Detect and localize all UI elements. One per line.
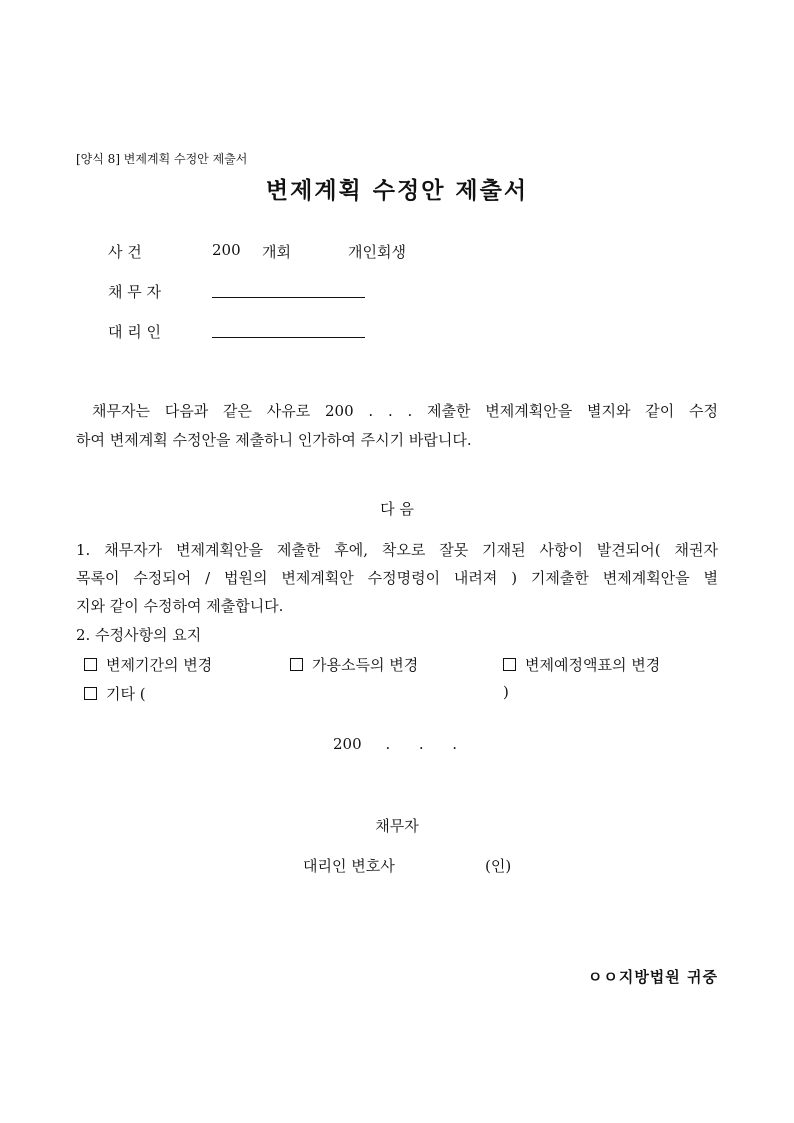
option-label: 가용소득의 변경: [312, 656, 419, 674]
agent-blank-line[interactable]: [212, 337, 365, 338]
checkbox-icon[interactable]: [503, 658, 516, 671]
debtor-blank-line[interactable]: [212, 297, 365, 298]
page-title: 변제계획 수정안 제출서: [265, 177, 529, 204]
option-label: 기타 (: [106, 685, 146, 703]
case-type: 개회: [262, 243, 291, 261]
option-schedule-change[interactable]: [503, 654, 660, 675]
date-line: 200 . . .: [333, 735, 457, 753]
signature-debtor: 채무자: [375, 817, 419, 835]
option-label: 변제예정액표의 변경: [525, 656, 661, 674]
debtor-label: 채 무 자: [108, 283, 162, 301]
court-addressee: ㅇㅇ지방법원 귀중: [587, 968, 718, 986]
option-income-change[interactable]: [290, 654, 418, 675]
item2-heading: 2. 수정사항의 요지: [76, 626, 202, 644]
checkbox-icon[interactable]: [84, 687, 97, 700]
checkbox-icon[interactable]: [290, 658, 303, 671]
signature-agent: 대리인 변호사: [303, 857, 395, 875]
checkbox-icon[interactable]: [84, 658, 97, 671]
item1-line-3: 지와 같이 수정하여 제출합니다.: [76, 597, 284, 615]
option-period-change[interactable]: [84, 654, 212, 675]
other-close-paren: ): [503, 683, 509, 701]
option-label: 변제기간의 변경: [106, 656, 213, 674]
next-heading: 다 음: [380, 500, 414, 518]
seal-mark: (인): [485, 857, 512, 875]
case-name: 개인회생: [348, 243, 406, 261]
option-other[interactable]: [84, 683, 146, 704]
intro-line-1: 채무자는 다음과 같은 사유로 200 . . . 제출한 변제계획안을 별지와 같이 수정: [92, 402, 718, 420]
agent-label: 대 리 인: [108, 323, 162, 341]
item1-line-2: 목록이 수정되어 / 법원의 변제계획안 수정명령이 내려져 ) 기제출한 변제계획안을 별: [76, 569, 718, 587]
item1-line-1: 1. 채무자가 변제계획안을 제출한 후에, 착오로 잘못 기재된 사항이 발견되어( 채권자: [76, 541, 718, 559]
intro-line-2: 하여 변제계획 수정안을 제출하니 인가하여 주시기 바랍니다.: [76, 431, 472, 449]
case-label: 사 건: [108, 243, 142, 261]
form-label: [양식 8] 변제계획 수정안 제출서: [76, 152, 248, 166]
case-year-prefix: 200: [212, 241, 241, 259]
